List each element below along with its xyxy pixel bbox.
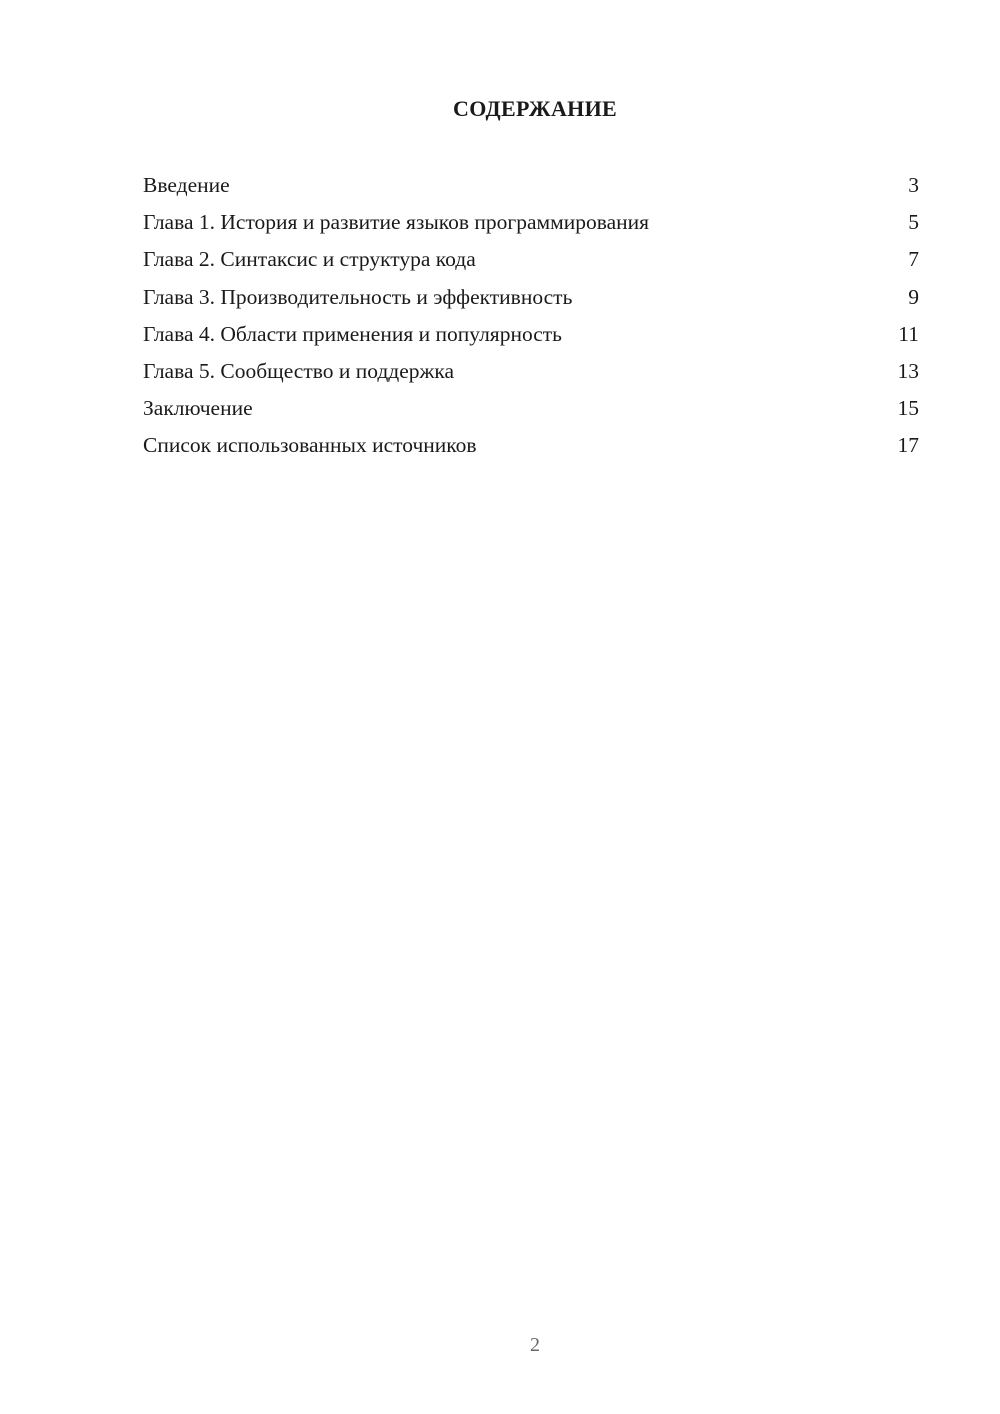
toc-entry-page: 13 [897, 358, 919, 383]
toc-entry-page: 5 [908, 210, 919, 235]
toc-entry-label: Глава 4. Области применения и популярность [143, 321, 562, 346]
toc-entry-label: Заключение [143, 396, 253, 421]
toc-entry-label: Глава 2. Синтаксис и структура кода [143, 247, 476, 272]
toc-entry-label: Список использованных источников [143, 433, 477, 458]
toc-entry-page: 17 [897, 433, 919, 458]
toc-entry-label: Введение [143, 173, 230, 197]
page-number: 2 [530, 1334, 540, 1356]
toc-entry-page: 11 [898, 321, 919, 346]
toc-entry-page: 7 [908, 247, 919, 272]
toc-entry-chapter-3 [143, 280, 919, 317]
toc-entry-chapter-4 [143, 317, 919, 354]
toc-entry-page: 15 [897, 396, 919, 421]
toc-entry-label: Глава 3. Производительность и эффективность [143, 284, 573, 309]
toc-entry-references [143, 428, 919, 465]
toc-entry-label: Глава 1. История и развитие языков программирования [143, 210, 650, 235]
toc-entry-introduction [143, 168, 919, 205]
toc-entry-chapter-1 [143, 205, 919, 242]
table-of-contents [143, 168, 919, 466]
toc-entry-label: Глава 5. Сообщество и поддержка [143, 358, 455, 383]
toc-entry-chapter-5 [143, 354, 919, 391]
page-title: СОДЕРЖАНИЕ [453, 96, 617, 121]
toc-entry-chapter-2 [143, 242, 919, 279]
toc-entry-page: 3 [908, 173, 919, 197]
toc-entry-conclusion [143, 391, 919, 428]
toc-entry-page: 9 [908, 284, 919, 309]
